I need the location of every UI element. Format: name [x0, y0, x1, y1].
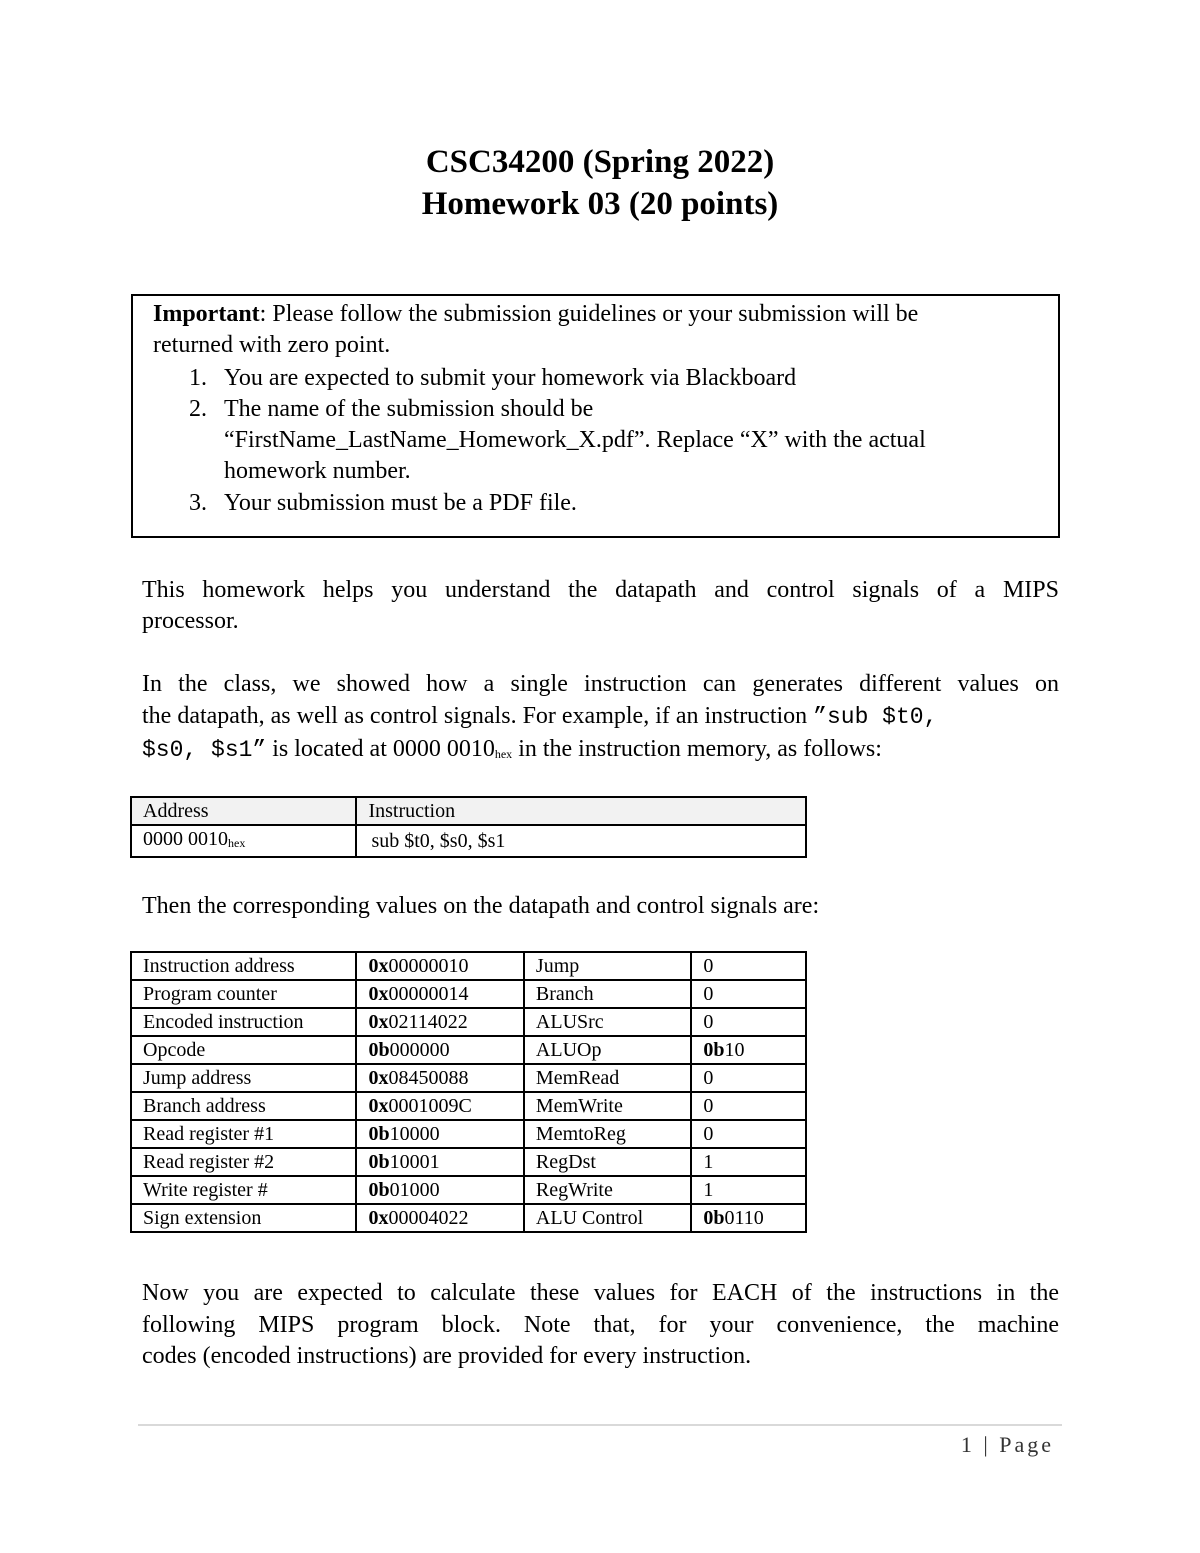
field-label: Read register #1 [143, 1123, 275, 1145]
field-label: Write register # [143, 1179, 268, 1201]
notice-intro-text: : Please follow the submission guidelines or your submission will be [259, 301, 919, 327]
field-label: Program counter [143, 983, 277, 1005]
page-footer [961, 1432, 1054, 1458]
signal-value: 0 [703, 955, 714, 977]
notice-intro-line [153, 302, 918, 326]
instruction-cell: sub $t0, $s0, $s1 [356, 825, 806, 857]
signal-value-cell [691, 1120, 806, 1148]
field-label: Opcode [143, 1039, 206, 1061]
signal-label-cell [524, 1204, 692, 1232]
signal-label-cell [524, 1036, 692, 1064]
signal-label: MemRead [535, 1067, 620, 1089]
field-label-cell [131, 1204, 356, 1232]
submission-guidelines-box [131, 294, 1060, 538]
example-paragraph-line [142, 737, 1059, 762]
course-title: CSC34200 (Spring 2022) [425, 144, 775, 180]
signal-value-cell [691, 1064, 806, 1092]
value-prefix: 0b [368, 1151, 390, 1173]
signal-value: 0 [703, 1095, 714, 1117]
value-prefix: 0b [703, 1039, 725, 1061]
value-prefix: 0b [368, 1123, 390, 1145]
signal-label: MemWrite [535, 1095, 623, 1117]
signal-value: 10 [724, 1039, 745, 1061]
guideline-number: 1. [189, 365, 207, 391]
field-value: 0001009C [388, 1095, 472, 1117]
field-label-cell [131, 1064, 356, 1092]
signal-label: ALU Control [535, 1207, 644, 1229]
guideline-item-2: The name of the submission should be [224, 396, 594, 422]
signal-label-cell [524, 980, 692, 1008]
signal-label: ALUSrc [535, 1011, 604, 1033]
signal-value: 1 [703, 1151, 714, 1173]
value-prefix: 0x [368, 1011, 389, 1033]
signal-value-cell [691, 1092, 806, 1120]
signal-label-cell [524, 1008, 692, 1036]
field-label: Encoded instruction [143, 1011, 304, 1033]
value-prefix: 0x [368, 955, 389, 977]
signal-label: Branch [535, 983, 594, 1005]
signal-value-cell [691, 1036, 806, 1064]
field-value: 08450088 [388, 1067, 469, 1089]
value-prefix: 0x [368, 1067, 389, 1089]
field-label: Jump address [143, 1067, 252, 1089]
field-value-cell [356, 1120, 523, 1148]
table-row [131, 952, 806, 980]
table-row [131, 1204, 806, 1232]
closing-paragraph-line: codes (encoded instructions) are provided for every instruction. [142, 1343, 752, 1369]
instruction-code: ”sub $t0, [813, 704, 938, 730]
instruction-code: $s0, $s1” [142, 737, 267, 763]
table-row [131, 980, 806, 1008]
field-label: Branch address [143, 1095, 266, 1117]
signal-label: RegDst [535, 1151, 596, 1173]
page-word: Page [999, 1432, 1054, 1457]
example-text: the datapath, as well as control signals. For example, if an instruction [142, 703, 814, 729]
footer-separator: | [974, 1432, 1000, 1457]
value-prefix: 0x [368, 1095, 389, 1117]
signal-value-cell [691, 980, 806, 1008]
field-value-cell [356, 1064, 523, 1092]
signal-label: RegWrite [535, 1179, 613, 1201]
field-label-cell [131, 980, 356, 1008]
signal-label-cell [524, 952, 692, 980]
field-label: Sign extension [143, 1207, 262, 1229]
field-value-cell [356, 1092, 523, 1120]
field-value: 01000 [389, 1179, 440, 1201]
important-label: Important [153, 301, 260, 327]
signal-value: 0110 [724, 1207, 764, 1229]
signal-label-cell [524, 1148, 692, 1176]
signal-label-cell [524, 1064, 692, 1092]
closing-paragraph-line: Now you are expected to calculate these values for EACH of the instructions in the [142, 1280, 1059, 1306]
field-value: 10000 [389, 1123, 440, 1145]
column-header: Address [131, 797, 356, 825]
footer-divider [138, 1424, 1062, 1426]
value-prefix: 0x [368, 1207, 389, 1229]
signal-value: 0 [703, 1123, 714, 1145]
field-value: 000000 [389, 1039, 450, 1061]
value-prefix: 0x [368, 983, 389, 1005]
field-value: 00000010 [388, 955, 469, 977]
guideline-number: 3. [189, 490, 207, 516]
datapath-values-table [130, 951, 807, 1233]
intro-paragraph-line: This homework helps you understand the datapath and control signals of a MIPS [142, 577, 1059, 603]
values-intro-text: Then the corresponding values on the datapath and control signals are: [142, 893, 820, 919]
field-value: 10001 [389, 1151, 440, 1173]
signal-value: 0 [703, 1011, 714, 1033]
table-row [131, 1176, 806, 1204]
guideline-number: 2. [189, 396, 207, 422]
field-value: 00004022 [388, 1207, 469, 1229]
guideline-item-2-filename: “FirstName_LastName_Homework_X.pdf”. Replace “X” with the actual [224, 427, 926, 453]
field-value-cell [356, 952, 523, 980]
column-header: Instruction [356, 797, 806, 825]
table-header-row [131, 797, 806, 825]
page-number: 1 [960, 1432, 975, 1457]
intro-paragraph-line: processor. [142, 608, 239, 634]
guideline-item-1: You are expected to submit your homework via Blackboard [224, 365, 797, 391]
field-value: 00000014 [388, 983, 469, 1005]
table-row [131, 1064, 806, 1092]
value-prefix: 0b [368, 1039, 390, 1061]
value-prefix: 0b [368, 1179, 390, 1201]
field-value-cell [356, 1008, 523, 1036]
signal-value: 0 [703, 983, 714, 1005]
table-row [131, 1120, 806, 1148]
signal-label: ALUOp [535, 1039, 602, 1061]
table-row [131, 825, 806, 857]
hex-subscript: hex [494, 747, 513, 761]
table-row [131, 1008, 806, 1036]
signal-value-cell [691, 1204, 806, 1232]
notice-intro-line-2: returned with zero point. [153, 332, 391, 358]
hex-subscript: hex [228, 836, 246, 850]
field-label-cell [131, 1008, 356, 1036]
instruction-table [130, 796, 807, 858]
signal-value: 0 [703, 1067, 714, 1089]
field-label-cell [131, 1120, 356, 1148]
guideline-item-2-cont: homework number. [224, 458, 411, 484]
field-label-cell [131, 1148, 356, 1176]
signal-value: 1 [703, 1179, 714, 1201]
field-value-cell [356, 1204, 523, 1232]
value-prefix: 0b [703, 1207, 725, 1229]
signal-label-cell [524, 1176, 692, 1204]
field-value: 02114022 [388, 1011, 468, 1033]
signal-label-cell [524, 1120, 692, 1148]
table-row [131, 1092, 806, 1120]
example-paragraph-line [142, 704, 1059, 729]
field-label-cell [131, 952, 356, 980]
example-text: is located at 0000 0010 [266, 736, 495, 762]
signal-value-cell [691, 952, 806, 980]
signal-value-cell [691, 1008, 806, 1036]
signal-value-cell [691, 1148, 806, 1176]
example-paragraph-line: In the class, we showed how a single instruction can generates different values on [142, 671, 1059, 697]
field-label: Instruction address [143, 955, 295, 977]
signal-label: Jump [535, 955, 580, 977]
table-row [131, 1036, 806, 1064]
field-value-cell [356, 1176, 523, 1204]
field-value-cell [356, 1036, 523, 1064]
guideline-item-3: Your submission must be a PDF file. [224, 490, 577, 516]
address-cell: 0000 $0010_{hex}$ [131, 825, 356, 857]
signal-label-cell [524, 1092, 692, 1120]
field-label-cell [131, 1092, 356, 1120]
field-label: Read register #2 [143, 1151, 275, 1173]
example-text: in the instruction memory, as follows: [512, 736, 882, 762]
closing-paragraph-line: following MIPS program block. Note that, for your convenience, the machine [142, 1312, 1059, 1338]
field-value-cell [356, 980, 523, 1008]
field-value-cell [356, 1148, 523, 1176]
field-label-cell [131, 1036, 356, 1064]
homework-title: Homework 03 (20 points) [421, 186, 779, 222]
signal-value-cell [691, 1176, 806, 1204]
field-label-cell [131, 1176, 356, 1204]
table-row [131, 1148, 806, 1176]
signal-label: MemtoReg [535, 1123, 626, 1145]
